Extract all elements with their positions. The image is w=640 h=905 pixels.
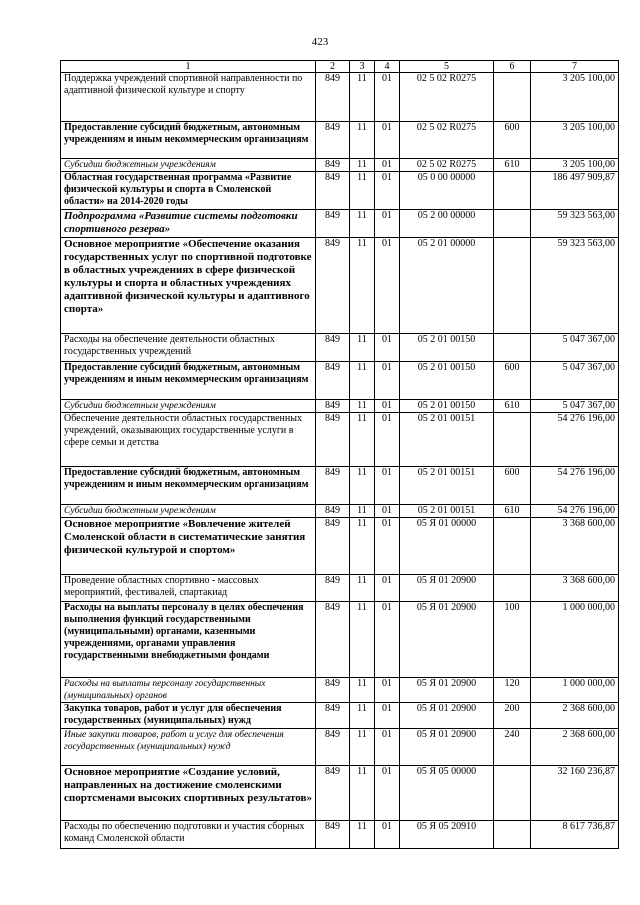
amount-cell: 3 368 600,00 [531,575,619,602]
header-cell: 7 [531,61,619,73]
section-cell: 11 [350,400,375,413]
section-cell: 11 [350,467,375,505]
amount-cell: 5 047 367,00 [531,362,619,400]
expense-type-cell [494,518,531,575]
section-cell: 11 [350,334,375,362]
table-body [61,73,619,849]
ministry-code-cell: 849 [316,602,350,678]
subsection-cell: 01 [375,172,400,210]
row-name-cell: Субсидии бюджетным учреждениям [61,400,316,413]
row-name-cell: Расходы на выплаты персоналу государственных (муниципальных) органов [61,678,316,703]
subsection-cell: 01 [375,210,400,238]
table-row [61,238,619,334]
amount-cell: 3 205 100,00 [531,73,619,122]
amount-cell: 54 276 196,00 [531,467,619,505]
ministry-code-cell: 849 [316,413,350,467]
ministry-code-cell: 849 [316,518,350,575]
row-name-cell: Иные закупки товаров, работ и услуг для обеспечения государственных (муниципальных) нужд [61,729,316,766]
row-name-cell: Основное мероприятие «Создание условий, направленных на достижение смоленскими спортсменами высоких спортивных результатов» [61,766,316,821]
subsection-cell: 01 [375,729,400,766]
ministry-code-cell: 849 [316,400,350,413]
subsection-cell: 01 [375,821,400,849]
table-row [61,159,619,172]
ministry-code-cell: 849 [316,210,350,238]
ministry-code-cell: 849 [316,122,350,159]
expense-type-cell: 240 [494,729,531,766]
table-row [61,518,619,575]
target-article-cell: 05 0 00 00000 [400,172,494,210]
amount-cell: 2 368 600,00 [531,703,619,729]
table-row [61,172,619,210]
amount-cell: 32 160 236,87 [531,766,619,821]
table-row [61,210,619,238]
row-name-cell: Расходы по обеспечению подготовки и участия сборных команд Смоленской области [61,821,316,849]
table-row [61,122,619,159]
amount-cell: 3 205 100,00 [531,122,619,159]
expense-type-cell: 120 [494,678,531,703]
table-row [61,400,619,413]
ministry-code-cell: 849 [316,238,350,334]
expense-type-cell [494,766,531,821]
target-article-cell: 05 2 00 00000 [400,210,494,238]
table-row [61,729,619,766]
table-row [61,703,619,729]
subsection-cell: 01 [375,505,400,518]
section-cell: 11 [350,413,375,467]
target-article-cell: 05 2 01 00151 [400,505,494,518]
subsection-cell: 01 [375,238,400,334]
subsection-cell: 01 [375,159,400,172]
section-cell: 11 [350,678,375,703]
subsection-cell: 01 [375,518,400,575]
row-name-cell: Областная государственная программа «Развитие физической культуры и спорта в Смоленской области» на 2014-2020 годы [61,172,316,210]
target-article-cell: 05 Я 01 20900 [400,678,494,703]
expense-type-cell [494,334,531,362]
table-row [61,467,619,505]
target-article-cell: 05 Я 01 20900 [400,703,494,729]
subsection-cell: 01 [375,122,400,159]
expense-type-cell: 200 [494,703,531,729]
header-cell: 6 [494,61,531,73]
amount-cell: 1 000 000,00 [531,678,619,703]
section-cell: 11 [350,766,375,821]
section-cell: 11 [350,602,375,678]
ministry-code-cell: 849 [316,334,350,362]
table-row [61,575,619,602]
target-article-cell: 05 2 01 00150 [400,334,494,362]
ministry-code-cell: 849 [316,766,350,821]
expense-type-cell: 600 [494,122,531,159]
row-name-cell: Основное мероприятие «Обеспечение оказания государственных услуг по спортивной подготовке в областных учреждениях в сфере физической культуры и спорта и областных учреждениях адаптивной физической культуры и адаптивного спорта» [61,238,316,334]
expense-type-cell [494,238,531,334]
target-article-cell: 05 Я 01 20900 [400,602,494,678]
table-row [61,766,619,821]
target-article-cell: 05 2 01 00151 [400,413,494,467]
row-name-cell: Предоставление субсидий бюджетным, автономным учреждениям и иным некоммерческим организациям [61,467,316,505]
table-row [61,821,619,849]
section-cell: 11 [350,729,375,766]
row-name-cell: Подпрограмма «Развитие системы подготовки спортивного резерва» [61,210,316,238]
amount-cell: 54 276 196,00 [531,505,619,518]
amount-cell: 5 047 367,00 [531,400,619,413]
expense-type-cell [494,73,531,122]
target-article-cell: 05 Я 05 20910 [400,821,494,849]
expense-type-cell: 610 [494,159,531,172]
amount-cell: 54 276 196,00 [531,413,619,467]
amount-cell: 3 205 100,00 [531,159,619,172]
section-cell: 11 [350,703,375,729]
target-article-cell: 05 2 01 00150 [400,362,494,400]
amount-cell: 186 497 909,87 [531,172,619,210]
row-name-cell: Основное мероприятие «Вовлечение жителей Смоленской области в систематические занятия физической культурой и спортом» [61,518,316,575]
amount-cell: 1 000 000,00 [531,602,619,678]
ministry-code-cell: 849 [316,678,350,703]
table-row [61,362,619,400]
row-name-cell: Субсидии бюджетным учреждениям [61,159,316,172]
ministry-code-cell: 849 [316,575,350,602]
expense-type-cell [494,172,531,210]
expense-type-cell: 610 [494,400,531,413]
subsection-cell: 01 [375,334,400,362]
target-article-cell: 05 2 01 00000 [400,238,494,334]
section-cell: 11 [350,518,375,575]
expense-type-cell [494,413,531,467]
expense-type-cell: 610 [494,505,531,518]
target-article-cell: 02 5 02 R0275 [400,73,494,122]
row-name-cell: Проведение областных спортивно - массовых мероприятий, фестивалей, спартакиад [61,575,316,602]
ministry-code-cell: 849 [316,73,350,122]
section-cell: 11 [350,238,375,334]
subsection-cell: 01 [375,602,400,678]
target-article-cell: 05 Я 05 00000 [400,766,494,821]
subsection-cell: 01 [375,400,400,413]
section-cell: 11 [350,575,375,602]
target-article-cell: 05 Я 01 20900 [400,575,494,602]
target-article-cell: 05 2 01 00150 [400,400,494,413]
amount-cell: 59 323 563,00 [531,210,619,238]
subsection-cell: 01 [375,467,400,505]
amount-cell: 2 368 600,00 [531,729,619,766]
header-row [61,61,619,73]
header-cell: 3 [350,61,375,73]
row-name-cell: Предоставление субсидий бюджетным, автономным учреждениям и иным некоммерческим организациям [61,122,316,159]
amount-cell: 3 368 600,00 [531,518,619,575]
section-cell: 11 [350,821,375,849]
target-article-cell: 02 5 02 R0275 [400,122,494,159]
section-cell: 11 [350,122,375,159]
section-cell: 11 [350,73,375,122]
target-article-cell: 05 Я 01 00000 [400,518,494,575]
table-row [61,505,619,518]
table-row [61,413,619,467]
expense-type-cell: 600 [494,362,531,400]
ministry-code-cell: 849 [316,729,350,766]
header-cell: 1 [61,61,316,73]
header-cell: 2 [316,61,350,73]
expense-type-cell [494,575,531,602]
ministry-code-cell: 849 [316,159,350,172]
section-cell: 11 [350,362,375,400]
amount-cell: 5 047 367,00 [531,334,619,362]
target-article-cell: 05 2 01 00151 [400,467,494,505]
page-number: 423 [311,36,329,48]
section-cell: 11 [350,210,375,238]
ministry-code-cell: 849 [316,362,350,400]
row-name-cell: Субсидии бюджетным учреждениям [61,505,316,518]
subsection-cell: 01 [375,362,400,400]
row-name-cell: Обеспечение деятельности областных государственных учреждений, оказывающих государственные услуги в сфере семьи и детства [61,413,316,467]
subsection-cell: 01 [375,413,400,467]
amount-cell: 59 323 563,00 [531,238,619,334]
header-cell: 5 [400,61,494,73]
expense-type-cell: 100 [494,602,531,678]
table-row [61,678,619,703]
expense-type-cell [494,821,531,849]
table-row [61,334,619,362]
amount-cell: 8 617 736,87 [531,821,619,849]
row-name-cell: Предоставление субсидий бюджетным, автономным учреждениям и иным некоммерческим организациям [61,362,316,400]
target-article-cell: 05 Я 01 20900 [400,729,494,766]
subsection-cell: 01 [375,703,400,729]
ministry-code-cell: 849 [316,505,350,518]
expense-type-cell [494,210,531,238]
header-cell: 4 [375,61,400,73]
section-cell: 11 [350,159,375,172]
ministry-code-cell: 849 [316,172,350,210]
row-name-cell: Расходы на обеспечение деятельности областных государственных учреждений [61,334,316,362]
expense-type-cell: 600 [494,467,531,505]
subsection-cell: 01 [375,766,400,821]
section-cell: 11 [350,505,375,518]
subsection-cell: 01 [375,575,400,602]
ministry-code-cell: 849 [316,821,350,849]
subsection-cell: 01 [375,73,400,122]
ministry-code-cell: 849 [316,467,350,505]
row-name-cell: Закупка товаров, работ и услуг для обеспечения государственных (муниципальных) нужд [61,703,316,729]
subsection-cell: 01 [375,678,400,703]
budget-table [60,60,619,849]
row-name-cell: Расходы на выплаты персоналу в целях обеспечения выполнения функций государственными (муниципальными) органами, казенными учреждениями, органами управления государственными внебюджетными фондами [61,602,316,678]
table-row [61,602,619,678]
ministry-code-cell: 849 [316,703,350,729]
row-name-cell: Поддержка учреждений спортивной направленности по адаптивной физической культуре и спорту [61,73,316,122]
target-article-cell: 02 5 02 R0275 [400,159,494,172]
table-row [61,73,619,122]
section-cell: 11 [350,172,375,210]
